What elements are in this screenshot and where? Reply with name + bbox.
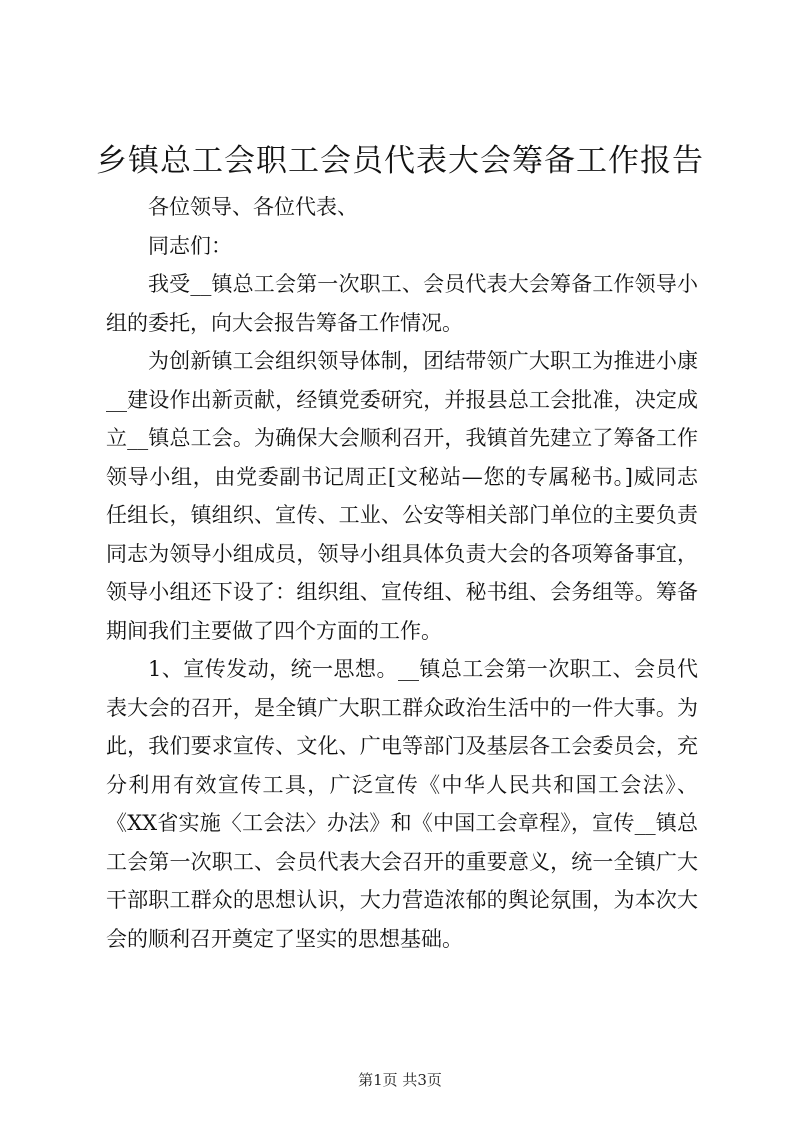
document-title: 乡镇总工会职工会员代表大会筹备工作报告 bbox=[96, 143, 704, 179]
paragraph-background: 为创新镇工会组织领导体制，团结带领广大职工为推进小康__建设作出新贡献，经镇党委研究，并报县总工会批准，决定成立__镇总工会。为确保大会顺利召开，我镇首先建立了筹备工作领导小组，由党委副书记周正[文秘站—您的专属秘书。]威同志任组长，镇组织、宣传、工业、公安等相关部门单位的主要负责同志为领导小组成员，领导小组具体负责大会的各项筹备事宜，领导小组还下设了：组织组、宣传组、秘书组、会务组等。筹备期间我们主要做了四个方面的工作。 bbox=[106, 349, 698, 643]
paragraph-item-1: 1、宣传发动，统一思想。__镇总工会第一次职工、会员代表大会的召开，是全镇广大职工群众政治生活中的一件大事。为此，我们要求宣传、文化、广电等部门及基层各工会委员会，充分利用有效宣传工具，广泛宣传《中华人民共和国工会法》、《XX省实施〈工会法〉办法》和《中国工会章程》，宣传__镇总工会第一次职工、会员代表大会召开的重要意义，统一全镇广大干部职工群众的思想认识，大力营造浓郁的舆论氛围，为本次大会的顺利召开奠定了坚实的思想基础。 bbox=[106, 657, 698, 951]
salutation-line-2: 同志们： bbox=[148, 233, 232, 258]
salutation-line-1: 各位领导、各位代表、 bbox=[148, 195, 358, 219]
paragraph-intro: 我受__镇总工会第一次职工、会员代表大会筹备工作领导小组的委托，向大会报告筹备工作情况。 bbox=[106, 272, 698, 335]
document-body bbox=[106, 188, 698, 958]
page-footer: 第1页 共3页 bbox=[358, 1071, 442, 1089]
